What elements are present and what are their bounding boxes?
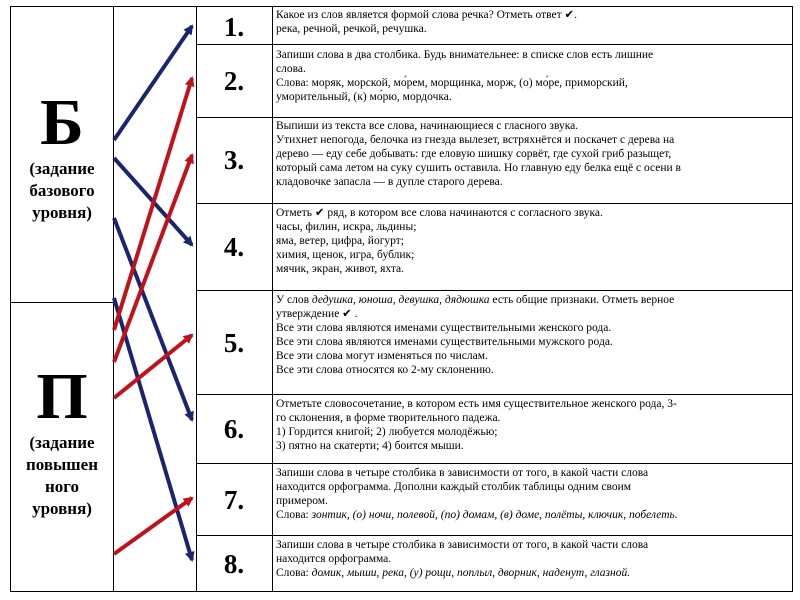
task-line: примером. — [276, 495, 328, 507]
basic-level-line: (задание — [29, 159, 95, 178]
task-line: находится орфограмма. Дополни каждый столбик таблицы одним своим — [276, 481, 632, 493]
task-line: который сама летом на суку сушить оставила. Но главную еду белка ещё с осени в — [276, 162, 681, 174]
task-line: Все эти слова относятся ко 2-му склонению. — [276, 364, 494, 376]
task-number-4: 4. — [223, 232, 245, 262]
task-line: слова. — [276, 63, 306, 75]
task-line: го склонения, в форме творительного падежа. — [276, 412, 501, 424]
task-line: химия, щенок, игра, бублик; — [276, 249, 415, 261]
task-number-3: 3. — [223, 145, 245, 175]
task-line: утверждение ✔ . — [276, 308, 358, 320]
task-line: мячик, экран, живот, яхта. — [276, 263, 404, 275]
task-text-fragment: У слов — [276, 294, 312, 306]
task-italic-words: зонтик, (о) ночи, полевой, (по) домам, (в) доме, полёты, ключик, побелеть. — [311, 509, 678, 521]
arrow-blue-to-1 — [114, 26, 192, 140]
advanced-level-line: ного — [44, 477, 80, 496]
arrow-blue-to-8 — [114, 298, 192, 560]
task-line: уморительный, (к) мо́рю, мордочка. — [276, 91, 452, 103]
task-line: Отметь ✔ ряд, в котором все слова начинаются с согласного звука. — [276, 207, 603, 219]
task-number-8: 8. — [223, 549, 245, 579]
task-line: Все эти слова являются именами существительными женского рода. — [276, 322, 612, 334]
task-italic-words: домик, мыши, река, (у) рощи, поплыл, дворник, наденут, глазной. — [311, 567, 631, 579]
task-line: находится орфограмма. — [276, 553, 392, 565]
task-line: Все эти слова могут изменяться по числам. — [276, 350, 488, 362]
arrow-red-to-2 — [114, 78, 192, 330]
task-line: река, речной, речкой, речушка. — [276, 23, 427, 35]
task-line: часы, филин, искра, льдины; — [276, 221, 417, 233]
task-line: Запиши слова в четыре столбика в зависимости от того, в какой части слова — [276, 539, 649, 551]
task-line: Запиши слова в два столбика. Будь внимательнее: в списке слов есть лишние — [276, 49, 654, 61]
task-line: дерево — еду себе добывать: где еловую шишку сорвёт, где сухой гриб разыщет, — [276, 148, 672, 160]
task-line: Все эти слова являются именами существительными мужского рода. — [276, 336, 613, 348]
task-line: Утихнет непогода, белочка из гнезда вылезет, встряхнётся и поскачет с дерева на — [276, 134, 675, 146]
task-line: яма, ветер, цифра, йогурт; — [276, 235, 404, 247]
task-line: Отметьте словосочетание, в котором есть имя существительное женского рода, 3- — [276, 398, 677, 410]
task-line: Запиши слова в четыре столбика в зависимости от того, в какой части слова — [276, 467, 649, 479]
basic-level-line: уровня) — [32, 203, 92, 222]
words-label: Слова: — [276, 567, 312, 579]
task-number-7: 7. — [223, 485, 245, 515]
task-line: Выпиши из текста все слова, начинающиеся с гласного звука. — [276, 120, 579, 132]
basic-level-letter: Б — [40, 86, 84, 159]
task-number-1: 1. — [223, 12, 245, 42]
task-line: Какое из слов является формой слова речка? Отметь ответ ✔. — [276, 9, 577, 21]
advanced-level-line: повышен — [25, 455, 99, 474]
task-number-5: 5. — [223, 328, 245, 358]
basic-level-line: базового — [29, 181, 95, 200]
advanced-level-line: (задание — [29, 433, 95, 452]
task-italic-words: дедушка, юноша, девушка, дядюшка — [311, 294, 490, 306]
task-line: Слова: моряк, морской, мо́рем, морщинка, морж, (о) мо́ре, приморский, — [276, 77, 628, 89]
advanced-level-line: уровня) — [32, 499, 92, 518]
advanced-level-letter: П — [36, 360, 88, 433]
task-number-2: 2. — [223, 66, 245, 96]
words-label: Слова: — [276, 509, 312, 521]
task-line: 3) пятно на скатерти; 4) боится мыши. — [276, 440, 464, 452]
task-line: кладовочке запасла — в дупле старого дерева. — [276, 176, 503, 188]
task-line: 1) Гордится книгой; 2) любуется молодёжью; — [276, 426, 498, 438]
arrow-red-to-3 — [114, 155, 192, 362]
task-text-fragment: есть общие признаки. Отметь верное — [489, 294, 675, 306]
task-number-6: 6. — [223, 414, 245, 444]
